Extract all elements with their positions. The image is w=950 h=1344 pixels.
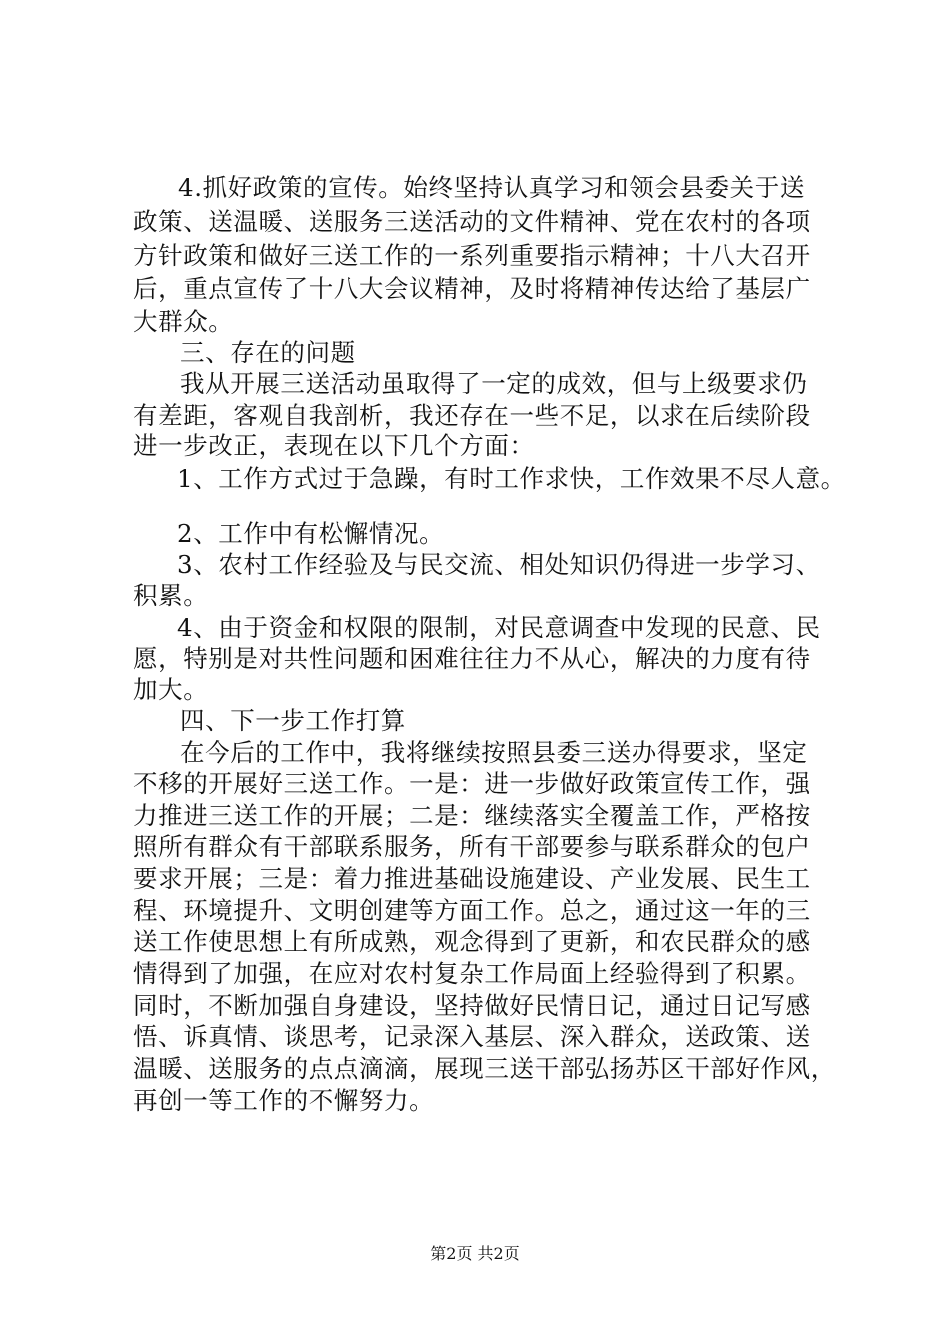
paragraph-line: 照所有群众有干部联系服务，所有干部要参与联系群众的包户 bbox=[133, 832, 811, 861]
section-heading: 三、存在的问题 bbox=[180, 338, 356, 367]
paragraph-line: 程、环境提升、文明创建等方面工作。总之，通过这一年的三 bbox=[133, 896, 811, 925]
list-item-continuation: 积累。 bbox=[133, 581, 209, 610]
paragraph-line: 力推进三送工作的开展；二是：继续落实全覆盖工作，严格按 bbox=[133, 801, 811, 830]
list-item: 2、工作中有松懈情况。 bbox=[177, 519, 445, 548]
list-item-continuation: 加大。 bbox=[133, 675, 209, 704]
paragraph-line: 送工作使思想上有所成熟，观念得到了更新，和农民群众的感 bbox=[133, 927, 811, 956]
paragraph-line: 再创一等工作的不懈努力。 bbox=[133, 1086, 435, 1115]
paragraph-line: 在今后的工作中，我将继续按照县委三送办得要求，坚定 bbox=[180, 738, 808, 767]
paragraph-line: 后，重点宣传了十八大会议精神，及时将精神传达给了基层广 bbox=[133, 274, 811, 303]
paragraph-line: 不移的开展好三送工作。一是：进一步做好政策宣传工作，强 bbox=[133, 769, 811, 798]
paragraph-line: 情得到了加强，在应对农村复杂工作局面上经验得到了积累。 bbox=[133, 959, 811, 988]
paragraph-line: 政策、送温暖、送服务三送活动的文件精神、党在农村的各项 bbox=[133, 207, 811, 236]
paragraph-line: 进一步改正，表现在以下几个方面： bbox=[133, 431, 535, 460]
list-item-continuation: 愿，特别是对共性问题和困难往往力不从心，解决的力度有待 bbox=[133, 644, 811, 673]
paragraph-line: 温暖、送服务的点点滴滴，展现三送干部弘扬苏区干部好作风， bbox=[133, 1054, 836, 1083]
list-item: 3、农村工作经验及与民交流、相处知识仍得进一步学习、 bbox=[177, 550, 821, 579]
paragraph-line: 方针政策和做好三送工作的一系列重要指示精神；十八大召开 bbox=[133, 241, 811, 270]
paragraph-line: 要求开展；三是：着力推进基础设施建设、产业发展、民生工 bbox=[133, 864, 811, 893]
paragraph-line: 同时，不断加强自身建设，坚持做好民情日记，通过日记写感 bbox=[133, 991, 811, 1020]
page-number-footer: 第2页 共2页 bbox=[430, 1244, 520, 1263]
paragraph-line: 我从开展三送活动虽取得了一定的成效，但与上级要求仍 bbox=[180, 369, 808, 398]
paragraph-line: 有差距，客观自我剖析，我还存在一些不足，以求在后续阶段 bbox=[133, 401, 811, 430]
section-heading: 四、下一步工作打算 bbox=[180, 706, 406, 735]
list-item: 1、工作方式过于急躁，有时工作求快，工作效果不尽人意。 bbox=[177, 464, 846, 493]
paragraph-line: 4.抓好政策的宣传。始终坚持认真学习和领会县委关于送 bbox=[178, 173, 805, 202]
paragraph-line: 悟、诉真情、谈思考，记录深入基层、深入群众，送政策、送 bbox=[133, 1022, 811, 1051]
list-item: 4、由于资金和权限的限制，对民意调查中发现的民意、民 bbox=[177, 613, 821, 642]
paragraph-line: 大群众。 bbox=[133, 307, 234, 336]
